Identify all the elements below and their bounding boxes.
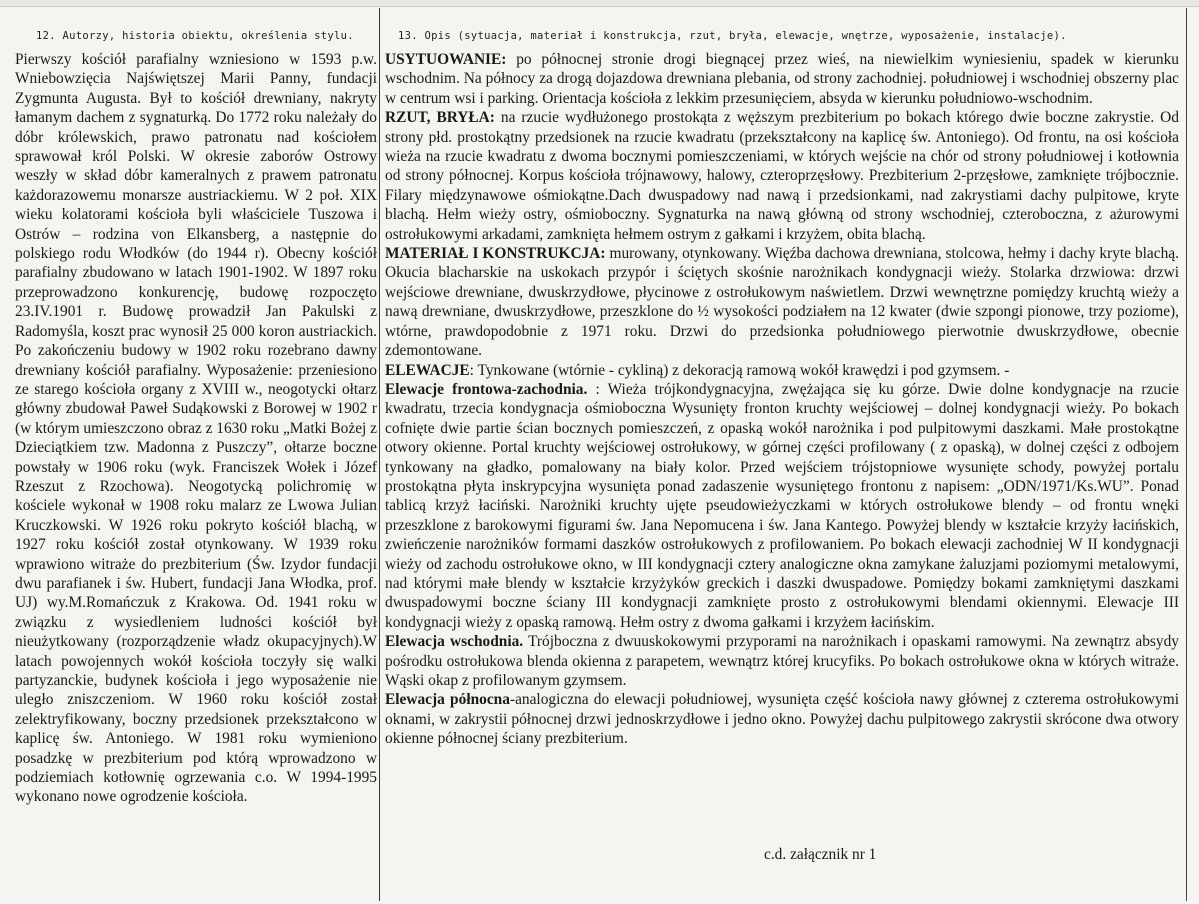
section-label: MATERIAŁ I KONSTRUKCJA: <box>385 245 606 263</box>
section-situation <box>385 50 1179 108</box>
section-label: RZUT, BRYŁA: <box>385 109 495 127</box>
section-elevations <box>385 361 1179 380</box>
section-label: Elewacja wschodnia. <box>385 633 524 651</box>
section-text: Trójboczna z dwuuskokowymi przyporami na narożnikach i opaskami ramowymi. Na zewnątrz absydy pośrodku ostrołukowa blenda okienna z parapetem, wewnątrz której krucyfiks. Po bokach ostrołukowe okna w których witraże. Wąski okap z profilowanym gzymsem. <box>385 633 1179 689</box>
right-column-heading: 13. Opis (sytuacja, materiał i konstrukcja, rzut, bryła, elewacje, wnętrze, wyposażenie, instalacje). <box>398 30 1067 42</box>
history-paragraph: Pierwszy kościół parafialny wzniesiono w 1593 p.w. Wniebowzięcia Najświętszej Marii Panny, fundacji Zygmunta Augusta. Był to kościół drewniany, nakryty łamanym dachem z sygnaturką. Do 1772 roku należały do dóbr królewskich, prawo patronatu nad kościołem sprawował król Polski. W okresie zaborów Ostrowy weszły w skład dóbr kameralnych z prawem patronatu każdorazowemu monarsze austriackiemu. W 2 poł. XIX wieku kolatorami kościoła byli właściciele Tuszowa i Ostrów – rodzina von Elkansberg, a następnie do polskiego rodu Włodków (do 1944 r). Obecny kościół parafialny zbudowano w latach 1901-1902. W 1897 roku przeprowadzono konkurencję, budowę rozpoczęto 23.IV.1901 r. Budowę prowadził Jan Pakulski z Radomyśla, koszt prac wynosił 25 000 koron austriackich. Po zakończeniu budowy w 1902 roku rozebrano dawny drewniany kościół parafialny. Wyposażenie: przeniesiono ze starego kościoła organy z XVIII w., neogotycki ołtarz główny zbudował Paweł Sudąkowski z Borowej w 1902 r (w którym umieszczono obraz z 1630 roku „Matki Bożej z Dzieciątkiem tzw. Madonna z Puszczy”, ołtarze boczne powstały w 1906 roku (wyk. Franciszek Wołek i Józef Rzeszut z Rzochowa). Neogotycką polichromię w kościele wykonał w 1908 roku malarz ze Lwowa Julian Kruczkowski. W 1926 roku pokryto kościół blachą, w 1927 roku kościół został otynkowany. W 1939 roku wprawiono witraże do prezbiterium (Św. Izydor fundacji dwu parafianek i św. Hubert, fundacji Jana Włodka, prof. UJ) wy.M.Romańczuk z Krakowa. Od. 1941 roku w związku z wysiedleniem ludności kościół był nieużytkowany (rozporządzenie władz okupacyjnych).W latach powojennych wokół kościoła toczyły się walki partyzanckie, budynek kościoła i jego wyposażenie nie uległo zniszczeniom. W 1960 roku kościół został zelektryfikowany, boczny przedsionek przekształcono w kaplicę św. Antoniego. W 1981 roku wymieniono posadzkę w prezbiterium pod którą wprowadzono w podziemiach kotłownię ogrzewania c.o. W 1994-1995 wykonano nowe ogrodzenie kościoła. <box>15 51 377 806</box>
section-plan-form <box>385 108 1179 244</box>
description-text-block <box>385 50 1179 749</box>
section-north-elevation <box>385 690 1179 748</box>
section-label: ELEWACJE <box>385 361 470 379</box>
section-text: murowany, otynkowany. Więźba dachowa drewniana, stolcowa, hełmy i dachy kryte blachą. Okucia blacharskie na uskokach przypór i ściętych skośnie narożnikach kondygnacji wieży. Stolarka drzwiowa: drzwi wejściowe drewniane, dwuskrzydłowe, płycinowe z ostrołukowym naświetlem. Drzwi wewnętrzne pomiędzy kruchtą wieży a nawą drewniane, dwuskrzydłowe, przeszklone do ½ wysokości podziałem na 12 kwater (dwie szpongi pionowe, trzy poziome), wtórne, prawdopodobnie z 1971 roku. Drzwi do przedsionka południowego pierwotnie dwuskrzydłowe, obecnie zdemontowane. <box>385 245 1179 360</box>
section-text: na rzucie wydłużonego prostokąta z węższym prezbiterium po bokach którego dwie boczne zakrystie. Od strony płd. prostokątny przedsionek na rzucie kwadratu (przekształcony na kaplicę św. Antoniego). Od frontu, na osi kościoła wieża na rzucie kwadratu z dwoma bocznymi pomieszczeniami, w których wejście na chór od strony południowej i kotłownia od strony północnej. Korpus kościoła trójnawowy, halowy, czteroprzęsłowy. Prezbiterium 2-przęsłowe, zamknięte trójbocznie. Filary międzynawowe ośmiokątne.Dach dwuspadowy nad nawą i przedsionkami, nad zakrystiami dachy pulpitowe, kryte blachą. Hełm wieży ostry, ośmioboczny. Sygnaturka na nawą główną od strony wschodniej, czteroboczna, z ażurowymi ostrołukowymi arkadami, zamknięta hełmem ostrym z gałkami i krzyżem, obita blachą. <box>385 109 1179 243</box>
history-text-block <box>15 50 377 807</box>
left-column-heading: 12. Autorzy, historia obiektu, określenia stylu. <box>36 30 354 42</box>
section-east-elevation <box>385 632 1179 690</box>
section-label: Elewacja północna <box>385 691 510 709</box>
section-label: USYTUOWANIE: <box>385 51 507 68</box>
section-label: Elewacje frontowa-zachodnia. <box>385 380 588 398</box>
section-text: : Wieża trójkondygnacyjna, zwężająca się ku górze. Dwie dolne kondygnacje na rzucie kwadratu, trzecia kondygnacja ośmioboczna Wysunięty fronton kruchty wejściowej – dolnej kondygnacji wieży. Po bokach cofnięte dwie partie ścian bocznych pomieszczeń, z opaską wokół narożnika i pod pulpitowymi daszkami. Małe prostokątne otwory okienne. Portal kruchty wejściowej ostrołukowy, w górnej części profilowany ( z opaską), w dolnej części z odbojem tynkowany na gładko, pomalowany na biały kolor. Przed wejściem trójstopniowe wysunięte schody, powyżej portalu prostokątna płyta inskrypcyjna wysunięta ponad zadaszenie wysuniętego frontonu z napisem: „ODN/1971/Ks.WU”. Ponad tablicą krzyż łaciński. Narożniki kruchty ujęte pseudowieżyczkami w których ostrołukowe blendy – od frontu wnęki przeszklone z barokowymi figurami św. Jana Nepomucena i św. Jana Kantego. Powyżej blendy w kształcie krzyży łacińskich, zwieńczenie narożników formami daszków ostrołukowych z profilowaniem. Po bokach elewacji zachodniej W II kondygnacji wieży od zachodu ostrołukowe okno, w III kondygnacji cztery analogiczne okna zamykane żaluzjami poziomymi metalowymi, nad którymi małe blendy w kształcie krzyżyków greckich i daszki dwuspadowe. Pomiędzy bokami zamkniętymi daszkami dwuspadowymi boczne ściany III kondygnacji zamknięte prosto z ostrołukowymi blendami okiennymi. Elewacje III kondygnacji wieży z opaską ramową. Hełm ostry z dwoma gałkami i krzyżem łacińskim. <box>385 380 1179 631</box>
continuation-note: c.d. załącznik nr 1 <box>764 846 877 863</box>
section-west-elevation <box>385 380 1179 632</box>
section-text: : Tynkowane (wtórnie - cykliną) z dekoracją ramową wokół krawędzi i pod gzymsem. - <box>469 361 1010 379</box>
column-divider <box>379 8 380 901</box>
top-edge <box>0 0 1199 7</box>
section-text: po północnej stronie drogi biegnącej przez wieś, na niewielkim wyniesieniu, spadek w kierunku wschodnim. Na północy za drogą dojazdowa drewniana plebania, od strony zachodniej. południowej i wschodniej obszerny plac w centrum wsi i parking. Orientacja kościoła z lekkim przesunięciem, absyda w kierunku południowo-wschodnim. <box>385 51 1179 107</box>
section-text: -analogiczna do elewacji południowej, wysunięta część kościoła nawy głównej z czterema ostrołukowymi oknami, w zakrystii północnej drzwi jednoskrzydłowe i jedno okno. Powyżej dachu pulpitowego zakrystii skrócone dwa otwory okienne północnej ściany prezbiterium. <box>385 691 1179 748</box>
right-border <box>1186 8 1187 901</box>
section-material-construction <box>385 244 1179 360</box>
